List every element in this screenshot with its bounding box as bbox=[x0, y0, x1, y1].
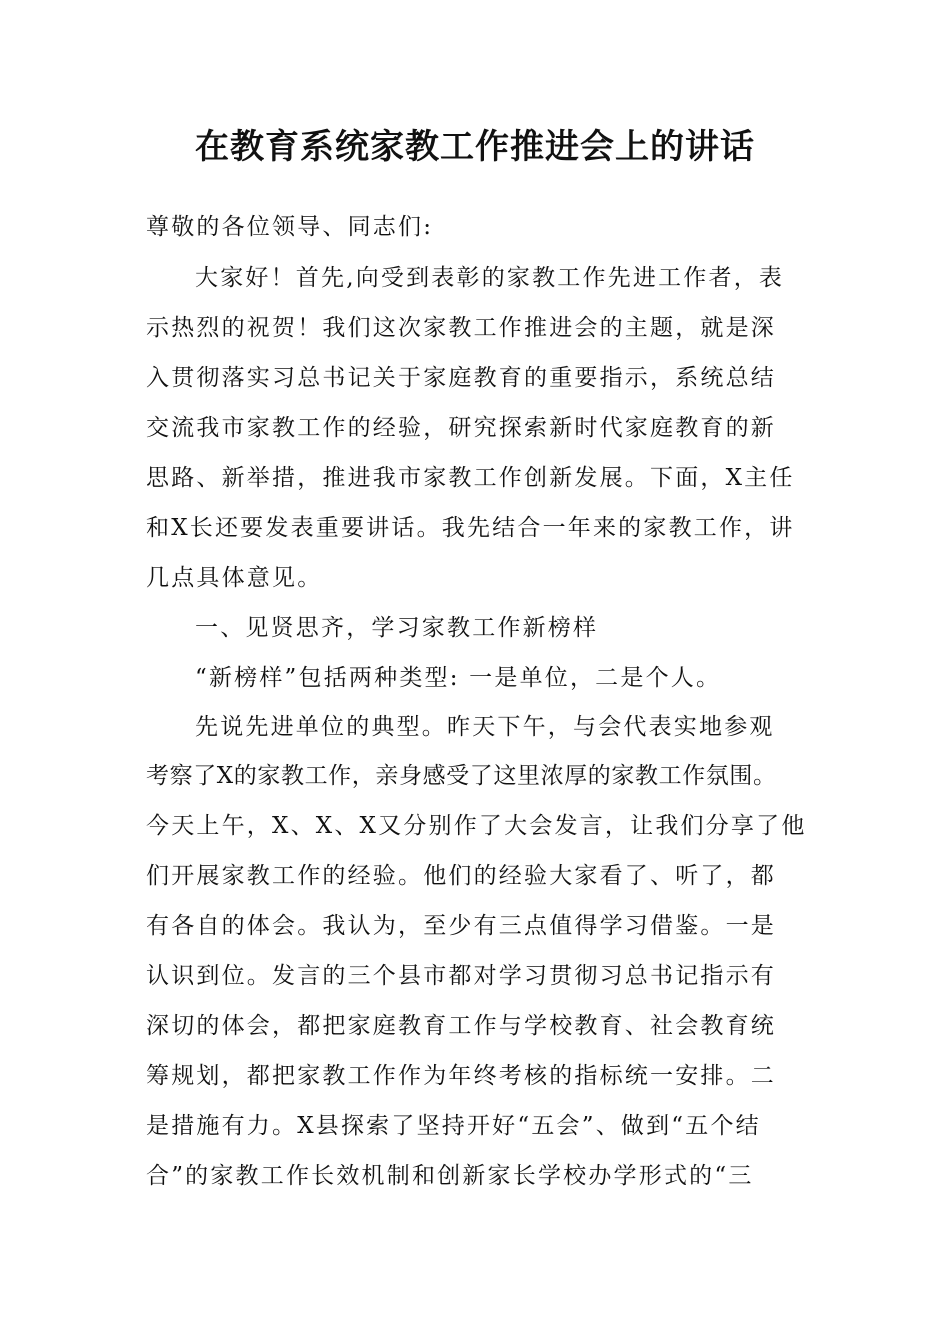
section-heading: 一、见贤思齐，学习家教工作新榜样 bbox=[195, 615, 599, 641]
paragraph-line: 合”的家教工作长效机制和创新家长学校办学形式的“三 bbox=[146, 1163, 754, 1189]
paragraph-line: 大家好！首先,向受到表彰的家教工作先进工作者，表 bbox=[195, 265, 785, 291]
paragraph-line: 深切的体会，都把家庭教育工作与学校教育、社会教育统 bbox=[146, 1013, 776, 1039]
paragraph-line: 几点具体意见。 bbox=[146, 565, 323, 591]
paragraph-line: 筹规划，都把家教工作作为年终考核的指标统一安排。二 bbox=[146, 1063, 776, 1089]
page-title: 在教育系统家教工作推进会上的讲话 bbox=[195, 127, 755, 167]
paragraph-line: 示热烈的祝贺！我们这次家教工作推进会的主题，就是深 bbox=[146, 315, 776, 341]
paragraph-line: 认识到位。发言的三个县市都对学习贯彻习总书记指示有 bbox=[146, 963, 776, 989]
paragraph-line: 和X长还要发表重要讲话。我先结合一年来的家教工作，讲 bbox=[146, 515, 795, 541]
paragraph-line: 考察了X的家教工作，亲身感受了这里浓厚的家教工作氛围。 bbox=[146, 763, 777, 789]
salutation: 尊敬的各位领导、同志们: bbox=[146, 214, 434, 240]
paragraph-line: 是措施有力。X县探索了坚持开好“五会”、做到“五个结 bbox=[146, 1113, 761, 1139]
paragraph-line: 入贯彻落实习总书记关于家庭教育的重要指示，系统总结 bbox=[146, 365, 776, 391]
paragraph-line: 先说先进单位的典型。昨天下午，与会代表实地参观 bbox=[195, 714, 775, 740]
paragraph-line: 交流我市家教工作的经验，研究探索新时代家庭教育的新 bbox=[146, 415, 776, 441]
paragraph-line: “新榜样”包括两种类型: 一是单位，二是个人。 bbox=[195, 665, 722, 691]
paragraph-line: 思路、新举措，推进我市家教工作创新发展。下面，X主任 bbox=[146, 465, 795, 491]
paragraph-line: 今天上午，X、X、X又分别作了大会发言，让我们分享了他 bbox=[146, 813, 807, 839]
paragraph-line: 有各自的体会。我认为，至少有三点值得学习借鉴。一是 bbox=[146, 913, 776, 939]
paragraph-line: 们开展家教工作的经验。他们的经验大家看了、听了，都 bbox=[146, 863, 776, 889]
